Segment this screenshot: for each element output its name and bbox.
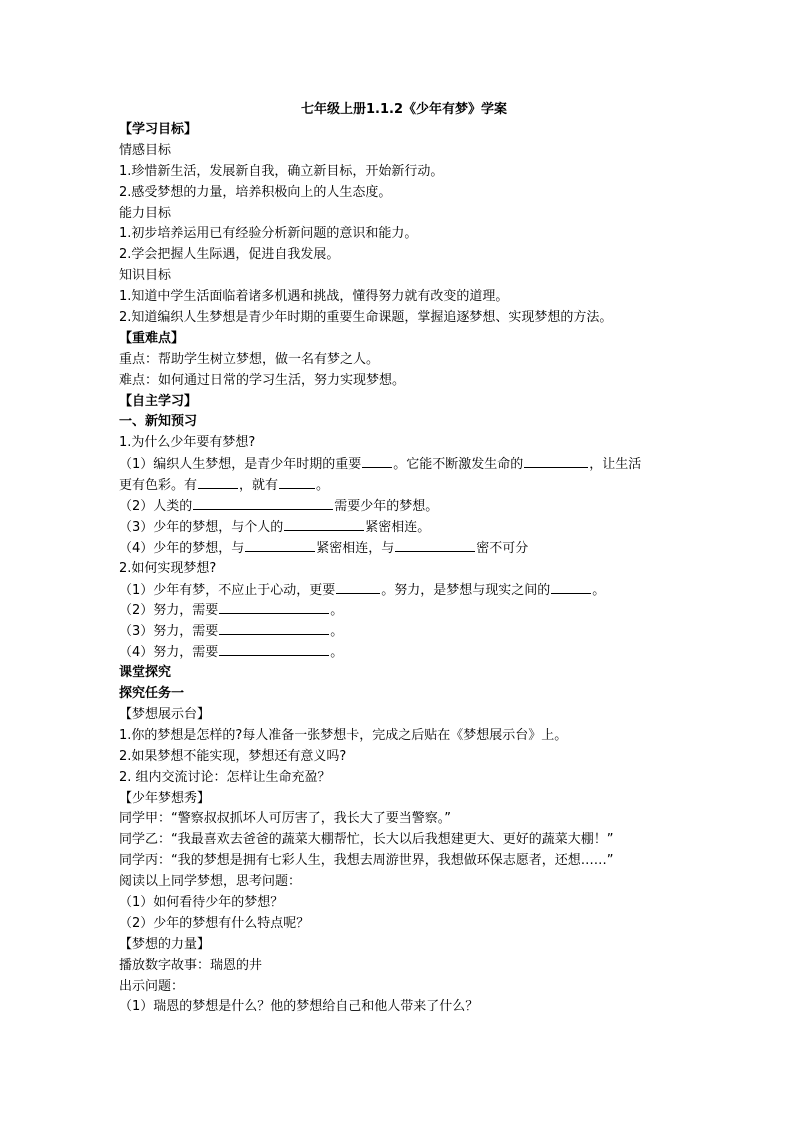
document-page (119, 100, 689, 1018)
ability-item-2: 2.学会把握人生际遇，促进自我发展。 (119, 247, 340, 263)
fill-text: 紧密相连，与 (316, 540, 395, 556)
fill-line-2-2 (119, 600, 689, 621)
preview-heading: 一、新知预习 (119, 414, 198, 430)
fill-blank[interactable] (245, 538, 315, 552)
fill-line-2-4 (119, 642, 689, 663)
read-think-prompt: 阅读以上同学梦想，思考问题： (119, 874, 302, 890)
fill-text: 。它能不断激发生命的 (393, 457, 524, 473)
fill-blank[interactable] (284, 517, 364, 531)
fill-text: 。 (316, 478, 330, 494)
knowledge-item-2: 2.知道编织人生梦想是青少年时期的重要生命课题，掌握追逐梦想、实现梦想的方法。 (119, 310, 613, 326)
fill-blank[interactable] (193, 496, 333, 510)
think-question-2: （2）少年的梦想有什么特点呢？ (119, 915, 310, 931)
fill-text: 紧密相连。 (365, 519, 431, 535)
fill-text: ，就有 (239, 478, 279, 494)
fill-text: （3）少年的梦想，与个人的 (119, 519, 284, 535)
think-question-1: （1）如何看待少年的梦想？ (119, 894, 284, 910)
student-b-quote: 同学乙：“我最喜欢去爸爸的蔬菜大棚帮忙，长大以后我想建更大、更好的蔬菜大棚！” (119, 832, 614, 848)
dream-power-heading: 【梦想的力量】 (119, 936, 211, 952)
task-1-heading: 探究任务一 (119, 686, 185, 702)
emotion-item-1: 1.珍惜新生活，发展新自我，确立新目标，开始新行动。 (119, 163, 444, 179)
key-difficult-heading: 【重难点】 (119, 330, 185, 346)
question-2: 2.如何实现梦想? (119, 560, 217, 576)
class-explore-heading: 课堂探究 (119, 665, 172, 681)
fill-line-1-4 (119, 538, 689, 559)
power-question-1: （1）瑞恩的梦想是什么？他的梦想给自己和他人带来了什么？ (119, 999, 479, 1015)
show-question-line: 出示问题： (119, 978, 185, 994)
fill-text: （3）努力，需要 (119, 624, 219, 640)
fill-blank[interactable] (219, 642, 329, 656)
fill-text: 需要少年的梦想。 (334, 499, 439, 515)
question-1: 1.为什么少年要有梦想? (119, 435, 256, 451)
fill-text: 。 (330, 603, 344, 619)
document-title: 七年级上册1.1.2《少年有梦》学案 (300, 102, 507, 117)
story-line: 播放数字故事：瑞恩的井 (119, 957, 263, 973)
dream-stage-item-3: 2. 组内交流讨论：怎样让生命充盈？ (119, 769, 331, 785)
fill-text: （2）努力，需要 (119, 603, 219, 619)
fill-text: 。 (330, 645, 344, 661)
knowledge-heading: 知识目标 (119, 268, 172, 284)
fill-line-2-1 (119, 580, 689, 601)
key-point: 重点：帮助学生树立梦想，做一名有梦之人。 (119, 351, 380, 367)
fill-blank[interactable] (219, 600, 329, 614)
fill-text: （1）少年有梦，不应止于心动，更要 (119, 582, 336, 598)
fill-blank[interactable] (219, 621, 329, 635)
fill-line-1-1-cont (119, 475, 689, 496)
fill-blank[interactable] (395, 538, 475, 552)
fill-blank[interactable] (198, 475, 238, 489)
fill-text: ，让生活 (589, 457, 642, 473)
dream-stage-item-1: 1.你的梦想是怎样的?每人准备一张梦想卡，完成之后贴在《梦想展示台》上。 (119, 727, 568, 743)
student-c-quote: 同学丙：“我的梦想是拥有七彩人生，我想去周游世界，我想做环保志愿者，还想……” (119, 853, 614, 869)
fill-line-1-3 (119, 517, 689, 538)
goals-heading: 【学习目标】 (119, 122, 198, 137)
fill-text: （4）努力，需要 (119, 645, 219, 661)
dream-stage-heading: 【梦想展示台】 (119, 706, 211, 722)
emotion-heading: 情感目标 (119, 142, 172, 158)
ability-heading: 能力目标 (119, 205, 172, 221)
fill-text: 。努力，是梦想与现实之间的 (381, 582, 551, 598)
fill-text: （1）编织人生梦想，是青少年时期的重要 (119, 457, 362, 473)
ability-item-1: 1.初步培养运用已有经验分析新问题的意识和能力。 (119, 226, 418, 242)
fill-blank[interactable] (362, 454, 392, 468)
fill-blank[interactable] (551, 580, 591, 594)
fill-line-2-3 (119, 621, 689, 642)
fill-text: 更有色彩。有 (119, 478, 198, 494)
fill-text: （4）少年的梦想，与 (119, 540, 245, 556)
knowledge-item-1: 1.知道中学生活面临着诸多机遇和挑战，懂得努力就有改变的道理。 (119, 289, 509, 305)
fill-line-1-2 (119, 496, 689, 517)
fill-text: 。 (592, 582, 606, 598)
difficult-point: 难点：如何通过日常的学习生活，努力实现梦想。 (119, 372, 406, 388)
fill-line-1-1 (119, 454, 689, 475)
emotion-item-2: 2.感受梦想的力量，培养积极向上的人生态度。 (119, 184, 392, 200)
fill-blank[interactable] (279, 475, 315, 489)
dream-show-heading: 【少年梦想秀】 (119, 790, 211, 806)
fill-blank[interactable] (336, 580, 380, 594)
fill-text: 密不可分 (476, 540, 529, 556)
self-study-heading: 【自主学习】 (119, 393, 198, 409)
fill-blank[interactable] (524, 454, 588, 468)
fill-text: 。 (330, 624, 344, 640)
dream-stage-item-2: 2.如果梦想不能实现，梦想还有意义吗? (119, 748, 347, 764)
fill-text: （2）人类的 (119, 499, 193, 515)
student-a-quote: 同学甲：“警察叔叔抓坏人可厉害了，我长大了要当警察。” (119, 811, 451, 827)
